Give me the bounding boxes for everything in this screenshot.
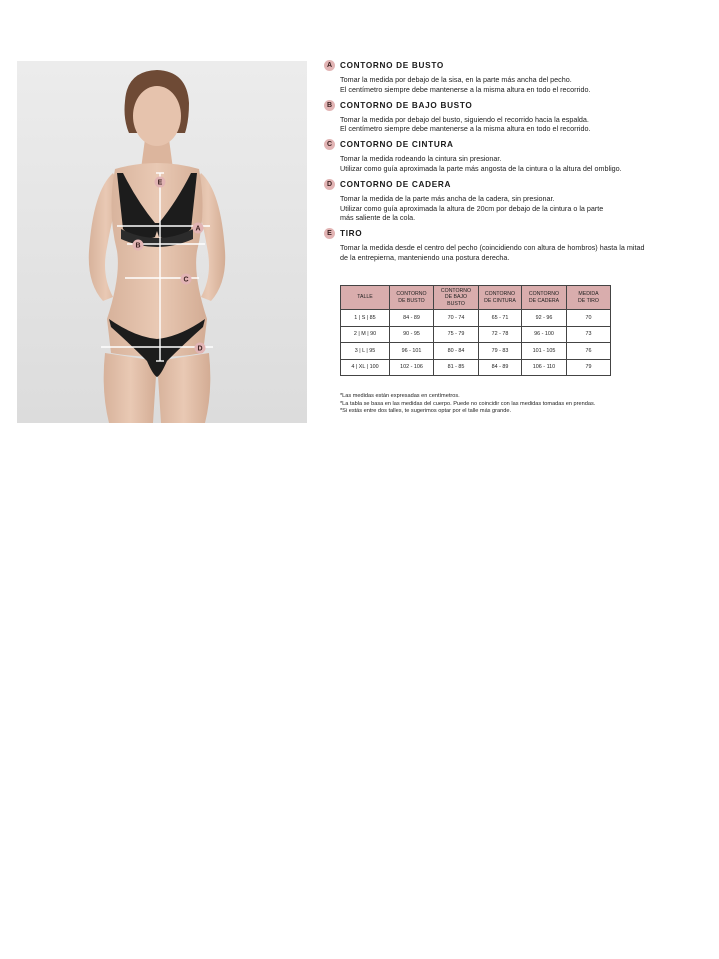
cell-cadera: 96 - 100 <box>522 326 567 343</box>
badge-b: B <box>324 100 335 111</box>
cell-cintura: 79 - 83 <box>479 343 522 360</box>
cell-talle: 2 | M | 90 <box>341 326 390 343</box>
description-line: Tomar la medida rodeando la cintura sin presionar. <box>340 154 502 164</box>
cell-bajo-busto: 70 - 74 <box>434 310 479 327</box>
cell-tiro: 73 <box>567 326 611 343</box>
description-line: más saliente de la cola. <box>340 213 416 223</box>
measurement-guide <box>324 60 686 268</box>
marker-c-label: C <box>183 276 189 284</box>
cell-busto: 84 - 89 <box>390 310 434 327</box>
model-photo <box>17 61 307 423</box>
section-tiro <box>324 228 686 263</box>
footnote: *Las medidas están expresadas en centímetros. <box>340 393 460 399</box>
cell-cadera: 101 - 105 <box>522 343 567 360</box>
section-description <box>340 154 686 174</box>
cell-cadera: 92 - 96 <box>522 310 567 327</box>
cell-busto: 90 - 95 <box>390 326 434 343</box>
footnotes <box>340 393 595 416</box>
cell-cadera: 106 - 110 <box>522 359 567 376</box>
table-row <box>341 343 611 360</box>
section-title: CONTORNO DE CINTURA <box>340 140 454 150</box>
badge-d: D <box>324 179 335 190</box>
cell-bajo-busto: 81 - 85 <box>434 359 479 376</box>
size-table <box>340 285 611 376</box>
badge-e: E <box>324 228 335 239</box>
section-description <box>340 194 686 223</box>
footnote: *Si estás entre dos talles, te sugerimos optar por el talle más grande. <box>340 408 512 415</box>
table-row <box>341 359 611 376</box>
header-talle: TALLE <box>341 286 390 310</box>
header-cintura: CONTORNO DE CINTURA <box>479 286 522 310</box>
header-bajo-busto: CONTORNO DE BAJO BUSTO <box>434 286 479 310</box>
marker-b-label: B <box>135 242 141 250</box>
footnote: *La tabla se basa en las medidas del cuerpo. Puede no coincidir con las medidas tomadas en prendas. <box>340 400 596 407</box>
section-title: CONTORNO DE CADERA <box>340 179 452 189</box>
cell-talle: 3 | L | 95 <box>341 343 390 360</box>
cell-cintura: 72 - 78 <box>479 326 522 343</box>
cell-tiro: 79 <box>567 359 611 376</box>
description-line: Tomar la medida por debajo del busto, siguiendo el recorrido hacia la espalda. <box>340 114 589 124</box>
section-title: CONTORNO DE BAJO BUSTO <box>340 100 473 110</box>
cell-talle: 4 | XL | 100 <box>341 359 390 376</box>
table-row <box>341 310 611 327</box>
description-line: El centímetro siempre debe mantenerse a la misma altura en todo el recorrido. <box>340 84 591 94</box>
cell-tiro: 76 <box>567 343 611 360</box>
description-line: Tomar la medida por debajo de la sisa, en la parte más ancha del pecho. <box>340 75 572 84</box>
section-bajo-busto <box>324 100 686 135</box>
model-illustration <box>17 61 307 423</box>
section-description <box>340 75 686 95</box>
table-header-row <box>341 286 611 310</box>
description-line: Tomar la medida desde el centro del pecho (coincidiendo con altura de hombros) hasta la mitad <box>340 243 645 253</box>
cell-bajo-busto: 75 - 79 <box>434 326 479 343</box>
cell-cintura: 84 - 89 <box>479 359 522 376</box>
header-busto: CONTORNO DE BUSTO <box>390 286 434 310</box>
section-cintura <box>324 139 686 174</box>
marker-a-label: A <box>195 225 201 233</box>
cell-busto: 102 - 106 <box>390 359 434 376</box>
section-busto <box>324 60 686 95</box>
badge-c: C <box>324 139 335 150</box>
header-tiro: MEDIDA DE TIRO <box>567 286 611 310</box>
cell-talle: 1 | S | 85 <box>341 310 390 327</box>
section-title: TIRO <box>340 229 363 239</box>
badge-a: A <box>324 60 335 71</box>
cell-bajo-busto: 80 - 84 <box>434 343 479 360</box>
description-line: El centímetro siempre debe mantenerse a la misma altura en todo el recorrido. <box>340 124 591 134</box>
section-title: CONTORNO DE BUSTO <box>340 61 444 70</box>
section-cadera <box>324 179 686 223</box>
description-line: Tomar la medida de la parte más ancha de la cadera, sin presionar. <box>340 193 555 203</box>
section-description <box>340 115 686 135</box>
marker-e-label: E <box>157 179 163 187</box>
table-row <box>341 326 611 343</box>
cell-cintura: 65 - 71 <box>479 310 522 327</box>
description-line: Utilizar como guía aproximada la parte más angosta de la cintura o la altura del ombligo. <box>340 163 622 173</box>
cell-busto: 96 - 101 <box>390 343 434 360</box>
header-cadera: CONTORNO DE CADERA <box>522 286 567 310</box>
description-line: de la entrepierna, manteniendo una postura derecha. <box>340 252 510 262</box>
cell-tiro: 70 <box>567 310 611 327</box>
description-line: Utilizar como guía aproximada la altura de 20cm por debajo de la cintura o la parte <box>340 203 604 213</box>
marker-d-label: D <box>197 345 203 353</box>
section-description <box>340 243 686 263</box>
